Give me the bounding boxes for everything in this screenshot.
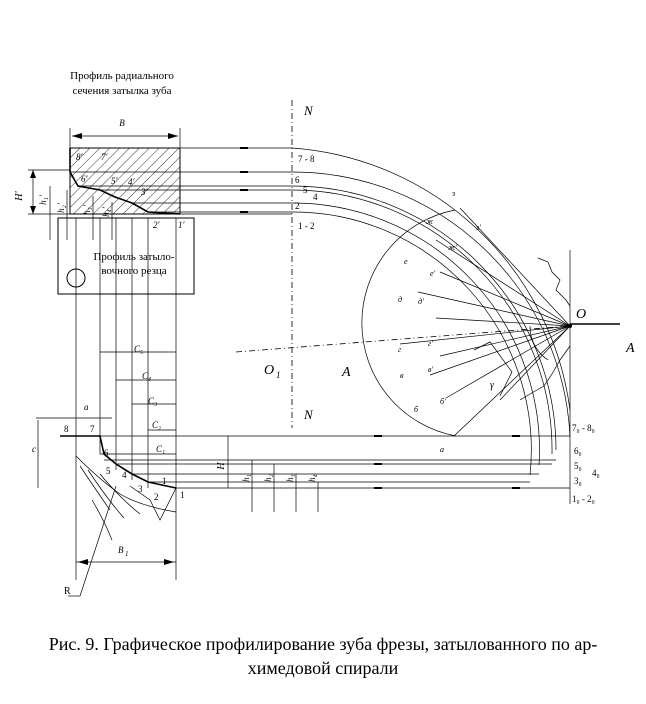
svg-text:2′: 2′	[153, 220, 160, 230]
svg-text:R: R	[64, 586, 71, 597]
svg-text:вочного резца: вочного резца	[101, 265, 167, 277]
svg-text:4₀: 4₀	[592, 468, 600, 478]
svg-text:6: 6	[104, 448, 109, 458]
svg-text:г′: г′	[428, 339, 433, 348]
caption-line-1: Рис. 9. Графическое профилирование зуба фрезы, затылованного по ар-	[48, 634, 598, 654]
svg-text:1′: 1′	[178, 220, 185, 230]
profile-title-line1: Профиль радиального	[70, 70, 174, 82]
svg-text:ж′: ж′	[448, 243, 458, 252]
svg-text:з: з	[452, 189, 456, 198]
svg-text:1₀ - 2₀: 1₀ - 2₀	[572, 494, 595, 504]
svg-text:б′: б′	[440, 397, 446, 406]
svg-text:h₄′: h₄′	[101, 207, 111, 217]
svg-text:8: 8	[64, 424, 69, 434]
svg-text:h₂: h₂	[263, 474, 273, 482]
svg-text:C₃: C₃	[148, 396, 158, 406]
svg-text:3′: 3′	[141, 187, 148, 197]
svg-text:7 - 8: 7 - 8	[298, 154, 315, 164]
svg-text:ж: ж	[426, 217, 434, 226]
axis-point-labels	[295, 154, 318, 231]
figure-caption	[0, 632, 646, 680]
svg-text:O: O	[576, 307, 587, 322]
svg-text:Профиль затыло-: Профиль затыло-	[93, 251, 175, 263]
svg-text:5′: 5′	[111, 176, 118, 186]
svg-text:5: 5	[106, 466, 111, 476]
svg-text:6′: 6′	[81, 174, 88, 184]
svg-text:O: O	[264, 363, 275, 378]
svg-text:h₁′: h₁′	[38, 195, 48, 205]
axis-O1-O	[236, 326, 570, 352]
svg-text:1: 1	[276, 370, 281, 380]
svg-text:7₀ - 8₀: 7₀ - 8₀	[572, 423, 595, 433]
svg-text:2: 2	[154, 492, 159, 502]
svg-text:C₁: C₁	[156, 444, 166, 454]
svg-text:в: в	[400, 371, 404, 380]
svg-text:c: c	[32, 444, 36, 454]
svg-text:N: N	[304, 407, 313, 422]
svg-text:h₁: h₁	[241, 474, 251, 482]
svg-text:1: 1	[180, 490, 185, 500]
svg-text:B: B	[118, 545, 124, 555]
svg-text:6₀: 6₀	[574, 446, 582, 456]
lower-projection	[60, 423, 600, 512]
svg-text:h₂′: h₂′	[56, 203, 66, 213]
svg-text:1 - 2: 1 - 2	[298, 221, 315, 231]
svg-text:h₄: h₄	[307, 474, 317, 482]
svg-text:д: д	[398, 295, 403, 304]
svg-text:3₀: 3₀	[574, 476, 582, 486]
svg-text:1: 1	[162, 476, 167, 486]
svg-text:a: a	[84, 402, 89, 412]
svg-text:з′: з′	[476, 223, 481, 232]
svg-text:H: H	[216, 462, 227, 470]
svg-text:е′: е′	[430, 269, 436, 278]
svg-text:h₃′: h₃′	[82, 205, 92, 215]
center-O-construction	[236, 189, 635, 504]
dimension-B: B	[119, 118, 125, 128]
svg-text:5₀: 5₀	[574, 461, 582, 471]
svg-text:е: е	[404, 257, 408, 266]
svg-text:N: N	[304, 103, 313, 118]
svg-text:8′: 8′	[76, 152, 83, 162]
svg-text:3: 3	[138, 484, 143, 494]
svg-text:г: г	[398, 345, 402, 354]
svg-text:2: 2	[295, 201, 300, 211]
svg-text:γ: γ	[490, 380, 494, 391]
svg-text:д′: д′	[418, 297, 424, 306]
svg-text:1: 1	[125, 550, 129, 558]
svg-text:6: 6	[295, 175, 300, 185]
svg-text:7: 7	[90, 424, 95, 434]
svg-text:в′: в′	[428, 365, 434, 374]
dimension-H-prime: H′	[14, 191, 25, 201]
svg-text:C₄: C₄	[142, 371, 152, 381]
svg-text:A: A	[342, 365, 351, 380]
rotation-arcs	[292, 148, 570, 475]
caption-line-2: химедовой спирали	[247, 658, 399, 678]
svg-text:4: 4	[313, 192, 318, 202]
profile-title-line2: сечения затылка зуба	[72, 85, 172, 97]
svg-text:C₂: C₂	[152, 420, 162, 430]
svg-text:7′: 7′	[101, 152, 108, 162]
svg-text:C₅: C₅	[134, 344, 144, 354]
svg-text:5: 5	[303, 185, 308, 195]
tooth-profile-block	[14, 70, 194, 294]
svg-text:4: 4	[122, 470, 127, 480]
svg-text:a: a	[440, 445, 444, 454]
svg-text:б: б	[414, 405, 419, 414]
svg-text:h₃: h₃	[285, 474, 295, 482]
svg-text:A: A	[626, 341, 635, 356]
svg-text:4′: 4′	[128, 177, 135, 187]
